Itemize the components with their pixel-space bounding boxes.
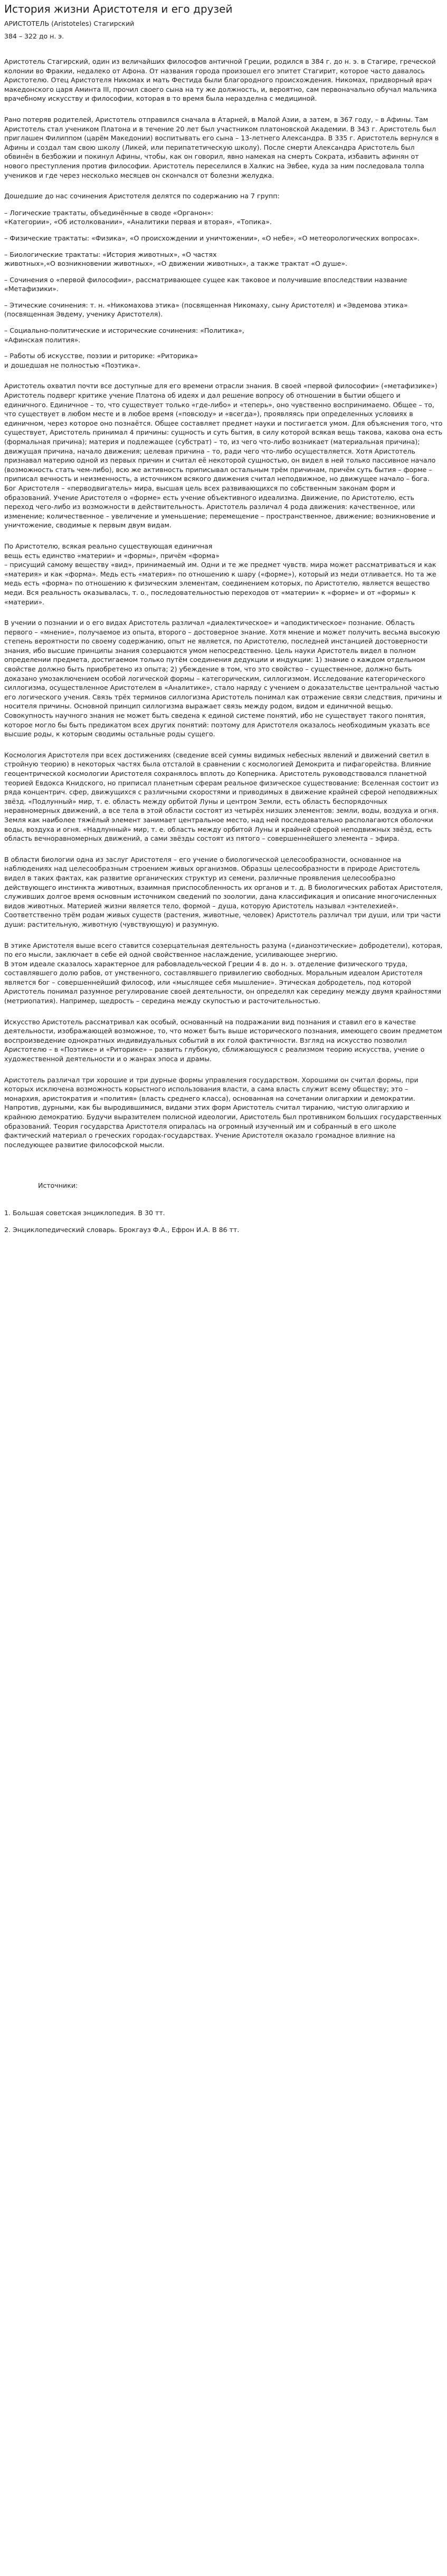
list-item: – Социально-политические и исторические сочинения: «Политика», «Афинская полития».: [4, 326, 244, 344]
politics-paragraph: Аристотель различал три хорошие и три дурные формы управления государством. Хорошими он считал формы, при которых исключена возможность корыстного использования власти, а сама власть служит всему обществу; это – монархия, аристократия и «полития» (власть среднего класса), основанная на сочетании олигархии и демократии. Напротив, дурными, как бы выродившимися, видами этих форм Аристотель считал тиранию, чистую олигархию и крайнюю демократию. Будучи выразителем полисной идеологии, Аристотель был противником больших государственных образований. Теория государства Аристотеля опиралась на огромный изученный им и собранный в его школе фактический материал о греческих городах-государствах. Учение Аристотеля оказало громадное влияние на последующее развитие философской мысли.: [4, 1075, 442, 1149]
list-item: – Логические трактаты, объединённые в сводe «Органон»: «Категории», «Об истолковании», «Аналитики первая и вторая», «Топика».: [4, 208, 272, 226]
metaphysics-paragraph: Аристотель охватил почти все доступные для его времени отрасли знания. В своей «первой философии» («метафизике») Аристотель подверг критике учение Платона об идеях и дал решение вопросу об отношении в бытии общего и единичного. Единичное – то, что существует только «где-либо» и «теперь», оно чувственно воспринимаемо. Общее – то, что существует в любом месте и в любое время («повсюду» и «всегда»), проявляясь при определенных условиях в единичном, через которое оно познаётся. Общее составляет предмет науки и постигается умом. Для объяснения того, что существует, Аристотель принимал 4 причины: сущность и суть бытия, в силу которой всякая вещь такова, какова она есть (формальная причина); материя и подлежащее (субстрат) – то, из чего что-либо возникает (материальная причина); движущая причина, начало движения; целевая причина – то, ради чего что-либо осуществляется. Хотя Аристотель признавал материю одной из первых причин и считал её некоторой сущностью, он видел в ней только пассивное начало (возможность стать чем-либо), всю же активность приписывал остальным трём причинам, причём суть бытия – форме – приписал вечность и неизменность, а источником всякого движения считал неподвижное, но движущее начало – бога. Бог Аристотеля – «перводвигатель» мира, высшая цель всех развивающихся по собственным законам форм и образований. Учение Аристотеля о «форме» есть учение объективного идеализма. Движение, по Аристотелю, есть переход чего-либо из возможности в действительность. Аристотель различал 4 рода движения: качественное, или изменение; количественное – увеличение и уменьшение; перемещение – пространственное, движение; возникновение и уничтожение, сводимые к первым двум видам.: [4, 382, 443, 530]
list-item: – Сочинения о «первой философии», рассматривающее сущее как таковое и получившие впоследствии название «Метафизики».: [4, 275, 407, 293]
cosmology-paragraph: Космология Аристотеля при всех достижениях (сведение всей суммы видимых небесных явлений и движений светил в стройную теорию) в некоторых частях была отсталой в сравнении с космологией Демокрита и пифагорейства. Влияние геоцентрической космологии Аристотеля сохранялось вплоть до Коперника. Аристотель руководствовался планетной теорией Евдокса Книдского, но приписал планетным сферам реальное физическое существование: Вселенная состоит из ряда концентрич. сфер, движущихся с различными скоростями и приводимых в движение крайней сферой неподвижных звёзд. «Подлунный» мир, т. е. область между орбитой Луны и центром Земли, есть область беспорядочных неравномерных движений, а все тела в этой области состоят из четырёх низших элементов: земли, воды, воздуха и огня. Земля как наиболее тяжёлый элемент занимает центральное место, над ней последовательно располагаются оболочки воды, воздуха и огня. «Надлунный» мир, т. е. область между орбитой Луны и крайней сферой неподвижных звёзд, есть область вечноравномерных движений, а сами звёзды состоят из пятого – совершеннейшего элемента – эфира.: [4, 751, 439, 843]
list-item: – Работы об искусстве, поэзии и риторике: «Риторика» и дошедшая не полностью «Поэтика».: [4, 352, 198, 369]
knowledge-paragraph: В учении о познании и о его видах Аристотель различал «диалектическое» и «аподиктическое» познание. Область первого – «мнение», получаемое из опыта, второго – достоверное знание. Хотя мнение и может получить весьма высокую степень вероятности по своему содержанию, опыт не является, по Аристотелю, последней инстанцией достоверности знания, ибо высшие принципы знания созерцаются умом непосредственно. Цель науки Аристотель видел в полном определении предмета, достигаемом только путём соединения дедукции и индукции: 1) знание о каждом отдельном свойстве должно быть приобретено из опыта; 2) убеждение в том, что это свойство – существенное, должно быть доказано умозаключением особой логической формы – категорическим, силлогизмом. Исследование категорического силлогизма, осуществленное Аристотелем в «Аналитике», стало наряду с учением о доказательстве центральной частью его логического учения. Связь трёх терминов силлогизма Аристотель понимал как отражение связи следствия, причины и носителя причины. Основной принцип силлогизма выражает связь между родом, видом и единичной вещью. Совокупность научного знания не может быть сведена к единой системе понятий, ибо не существует такого понятия, которое могло бы быть предикатом всех других понятий: поэтому для Аристотеля оказалось необходимым указать все высшие роды, к которым сводимы остальные роды сущего.: [4, 619, 442, 738]
works-intro-paragraph: Дошедшие до нас сочинения Аристотеля делятся по содержанию на 7 групп:: [4, 192, 280, 200]
page-subtitle: АРИСТОТЕЛЬ (Aristoteles) Стагирский: [4, 20, 135, 27]
matter-form-paragraph: По Аристотелю, всякая реально существующая единичная вещь есть единство «материи» и «формы», причём «форма» – присущий самому веществу «вид», принимаемый им. Одни и те же предмет чувств. мира может рассматриваться и как «материя» и как «форма». Медь есть «материя» по отношению к шару («форме»), который из меди отливается. Но та же медь есть «форма» по отношению к физическим элементам, соединением которых, по Аристотелю, является вещество меди. Вся реальность оказывалась, т. о., последовательностью переходов от «материи» к «форме» и от «формы» к «материи».: [4, 542, 436, 606]
art-paragraph: Искусство Аристотель рассматривал как особый, основанный на подражании вид познания и ставил его в качестве деятельности, изображающей возможное, то, что может быть выше исторического познания, имеющего своим предметом воспроизведение однократных индивидуальных событий в их голой фактичности. Взгляд на искусство позволил Аристотелю – в «Поэтике» и «Риторике» – развить глубокую, сближающуюся с реализмом теорию искусства, учение о художественной деятельности и о жанрах эпоса и драмы.: [4, 1017, 442, 1063]
sources-heading: Источники:: [38, 1181, 78, 1190]
list-item: – Биологические трактаты: «История животных», «О частях животных»,«О возникновении животных», «О движении животных», а также трактат «О душе».: [4, 250, 348, 268]
source-item: 1. Большая советская энциклопедия. В 30 тт.: [4, 1209, 165, 1217]
biology-paragraph: В области биологии одна из заслуг Аристотеля – его учение о биологической целесообразности, основанное на наблюдениях над целесообразным строением живых организмов. Образцы целесообразности в природе Аристотель видел в таких фактах, как развитие органических структур из семени, различные проявления целесообразно действующего инстинкта животных, взаимная приспособленность их органов и т. д. В биологических работах Аристотеля, служивших долгое время основным источником сведений по зоологии, дана классификация и описание многочисленных видов животных. Материей жизни является тело, формой – душа, которую Аристотель называл «энтелехией». Соответственно трём родам живых существ (растения, животные, человек) Аристотель различал три души, или три части души: растительную, животную (чувствующую) и разумную.: [4, 855, 443, 928]
source-item: 2. Энциклопедический словарь. Брокгауз Ф.А., Ефрон И.А. В 86 тт.: [4, 1226, 240, 1234]
intro-paragraph: Рано потеряв родителей, Аристотель отправился сначала в Атарней, в Малой Азии, а затем, в 367 году, – в Афины. Там Аристотель стал учеником Платона и в течение 20 лет был участником платоновской Академии. В 343 г. Аристотель был приглашен Филиппом (царём Македонии) воспитывать его сына – 13-летнего Александра. В 335 г. Аристотель вернулся в Афины и создал там свою школу (Ликей, или перипатетическую школу). После смерти Александра Аристотель был обвинён в безбожии и покинул Афины, чтобы, как он говорил, явно намекая на смерть Сократа, избавить афинян от нового преступления против философии. Аристотель переселился в Халкис на Эвбее, куда за ним последовала толпа учеников и где через несколько месяцев он скончался от болезни желудка.: [4, 115, 439, 179]
list-item: – Этические сочинения: т. н. «Никомахова этика» (посвященная Никомаху, сыну Аристотеля) и «Эвдемова этика» (посвященная Эвдему, ученику Аристотеля).: [4, 301, 408, 319]
works-list: [4, 208, 443, 370]
list-item: – Физические трактаты: «Физика», «О происхождении и уничтожении», «О небе», «О метеорологических вопросах».: [4, 234, 420, 242]
life-dates: 384 – 322 до н. э.: [4, 32, 64, 40]
intro-paragraph: Аристотель Стагирский, один из величайших философов античной Греции, родился в 384 г. до н. э. в Стагире, греческой колонии во Фракии, недалеко от Афона. От названия города произошел его эпитет Стагирит, которое часто давалось Аристотелю. Отец Аристотеля Никомах и мать Фестида были благородного происхождения. Никомах, придворный врач македонского царя Аминта III, прочил своего сына на ту же должность, и, вероятно, сам первоначально обучал мальчика врачебному искусству и философии, которая в то время была неразделна с медициной.: [4, 57, 437, 103]
page-title: История жизни Аристотеля и его друзей: [4, 3, 233, 15]
ethics-paragraph: В этике Аристотеля выше всего ставится созерцательная деятельность разума («дианоэтические» добродетели), которая, по его мысли, заключает в себе ей одной свойственное наслаждение, усиливающее энергию. В этом идеале сказалось характерное для рабовладельческой Греции 4 в. до н. э. отделение физического труда, составлявшего долю рабов, от умственного, составлявшего привилегию свободных. Моральным идеалом Аристотеля является бог – совершеннейший философ, или «мыслящее себя мышление». Этическая добродетель, под которой Аристотель понимал разумное регулирование своей деятельности, он определял как середину между двумя крайностями (метриопатия). Например, щедрость – середина между скупостью и расточительностью.: [4, 941, 443, 1005]
